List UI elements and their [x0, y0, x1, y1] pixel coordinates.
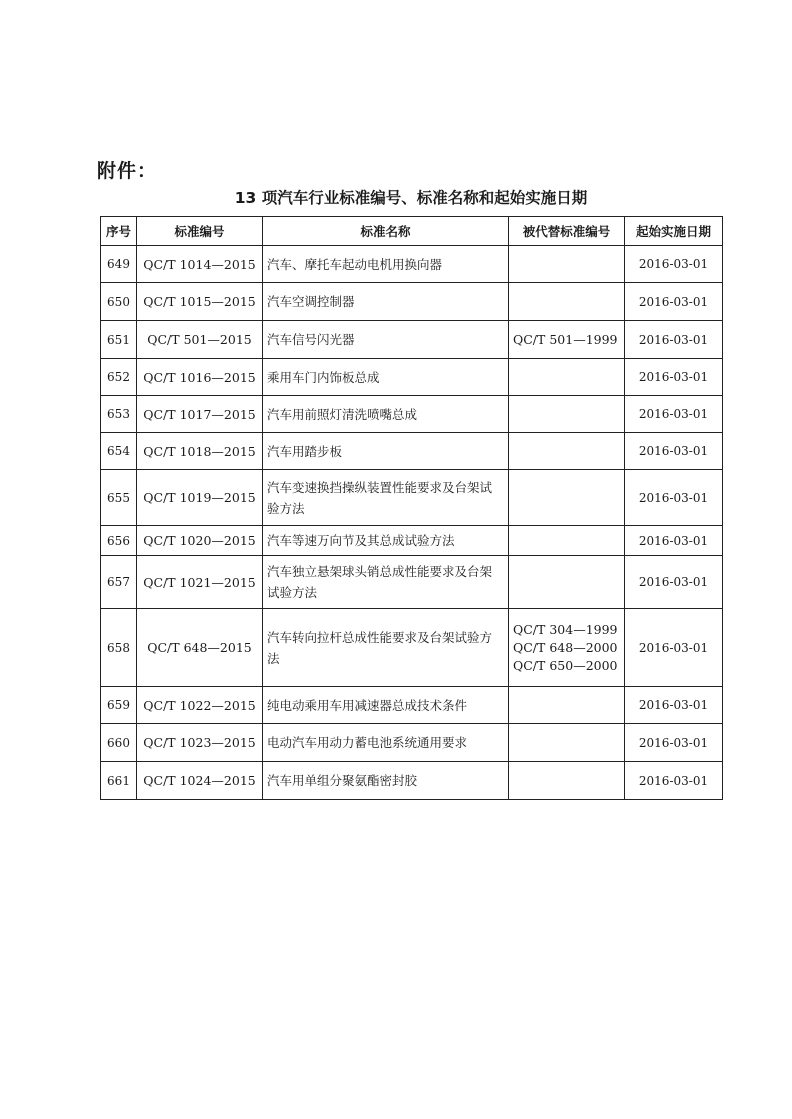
table-row [101, 246, 723, 283]
document-title: 13 项汽车行业标准编号、标准名称和起始实施日期 [234, 189, 588, 207]
replaced-code-cell [509, 321, 625, 359]
standard-name-cell: 汽车、摩托车起动电机用换向器 [263, 246, 509, 283]
start-date-cell: 2016-03-01 [625, 762, 723, 800]
serial-no-cell: 660 [101, 724, 137, 762]
serial-no-cell: 650 [101, 283, 137, 321]
standard-code-cell: QC/T 1020—2015 [137, 526, 263, 556]
replaced-code-cell [509, 246, 625, 283]
start-date-cell: 2016-03-01 [625, 556, 723, 609]
standard-code-cell: QC/T 1015—2015 [137, 283, 263, 321]
table-row [101, 321, 723, 359]
start-date-cell: 2016-03-01 [625, 687, 723, 724]
replaced-code-line: QC/T 648—2000 [513, 639, 618, 655]
serial-no-cell: 661 [101, 762, 137, 800]
standard-code-cell: QC/T 1023—2015 [137, 724, 263, 762]
serial-no-cell: 656 [101, 526, 137, 556]
standard-name-cell: 汽车用前照灯清洗喷嘴总成 [263, 396, 509, 433]
standard-code-cell: QC/T 1019—2015 [137, 470, 263, 526]
replaced-code-line: QC/T 650—2000 [513, 657, 618, 673]
standard-code-cell: QC/T 1017—2015 [137, 396, 263, 433]
serial-no-cell: 649 [101, 246, 137, 283]
start-date-cell: 2016-03-01 [625, 359, 723, 396]
replaced-code-cell [509, 359, 625, 396]
serial-no-cell: 653 [101, 396, 137, 433]
table-row [101, 687, 723, 724]
standard-code-cell: QC/T 1016—2015 [137, 359, 263, 396]
start-date-cell: 2016-03-01 [625, 609, 723, 687]
header-replaced-code: 被代替标准编号 [509, 217, 625, 246]
table-row [101, 433, 723, 470]
replaced-code-cell [509, 609, 625, 687]
replaced-code-cell [509, 470, 625, 526]
serial-no-cell: 655 [101, 470, 137, 526]
serial-no-cell: 657 [101, 556, 137, 609]
standards-table [100, 216, 723, 800]
standard-name-cell: 汽车用踏步板 [263, 433, 509, 470]
start-date-cell: 2016-03-01 [625, 396, 723, 433]
standard-name-cell: 乘用车门内饰板总成 [263, 359, 509, 396]
replaced-code-cell [509, 526, 625, 556]
standard-code-cell: QC/T 648—2015 [137, 609, 263, 687]
table-row [101, 724, 723, 762]
header-start-date: 起始实施日期 [625, 217, 723, 246]
header-standard-code: 标准编号 [137, 217, 263, 246]
standard-name-cell: 汽车空调控制器 [263, 283, 509, 321]
start-date-cell: 2016-03-01 [625, 283, 723, 321]
header-serial-no: 序号 [101, 217, 137, 246]
replaced-code-line: QC/T 501—1999 [513, 331, 618, 347]
replaced-code-cell [509, 724, 625, 762]
standard-name-cell: 电动汽车用动力蓄电池系统通用要求 [263, 724, 509, 762]
standard-name-cell: 纯电动乘用车用减速器总成技术条件 [263, 687, 509, 724]
start-date-cell: 2016-03-01 [625, 724, 723, 762]
standard-name-cell: 汽车变速换挡操纵装置性能要求及台架试验方法 [263, 470, 509, 526]
serial-no-cell: 652 [101, 359, 137, 396]
replaced-code-cell [509, 396, 625, 433]
standard-code-cell: QC/T 1018—2015 [137, 433, 263, 470]
standard-name-cell: 汽车信号闪光器 [263, 321, 509, 359]
replaced-code-cell [509, 283, 625, 321]
table-row [101, 609, 723, 687]
standard-code-cell: QC/T 501—2015 [137, 321, 263, 359]
serial-no-cell: 651 [101, 321, 137, 359]
replaced-code-cell [509, 433, 625, 470]
table-row [101, 470, 723, 526]
standard-code-cell: QC/T 1014—2015 [137, 246, 263, 283]
serial-no-cell: 659 [101, 687, 137, 724]
start-date-cell: 2016-03-01 [625, 433, 723, 470]
standard-code-cell: QC/T 1022—2015 [137, 687, 263, 724]
header-standard-name: 标准名称 [263, 217, 509, 246]
replaced-code-cell [509, 556, 625, 609]
start-date-cell: 2016-03-01 [625, 470, 723, 526]
table-row [101, 526, 723, 556]
table-row [101, 556, 723, 609]
start-date-cell: 2016-03-01 [625, 526, 723, 556]
start-date-cell: 2016-03-01 [625, 246, 723, 283]
standard-name-cell: 汽车独立悬架球头销总成性能要求及台架试验方法 [263, 556, 509, 609]
replaced-code-line: QC/T 304—1999 [513, 621, 618, 637]
table-body [101, 246, 723, 800]
start-date-cell: 2016-03-01 [625, 321, 723, 359]
table-header-row [101, 217, 723, 246]
standard-name-cell: 汽车等速万向节及其总成试验方法 [263, 526, 509, 556]
table-row [101, 359, 723, 396]
standard-name-cell: 汽车用单组分聚氨酯密封胶 [263, 762, 509, 800]
replaced-code-cell [509, 687, 625, 724]
table-row [101, 762, 723, 800]
serial-no-cell: 654 [101, 433, 137, 470]
standard-name-cell: 汽车转向拉杆总成性能要求及台架试验方法 [263, 609, 509, 687]
replaced-code-cell [509, 762, 625, 800]
table-row [101, 283, 723, 321]
serial-no-cell: 658 [101, 609, 137, 687]
standard-code-cell: QC/T 1021—2015 [137, 556, 263, 609]
table-row [101, 396, 723, 433]
attachment-label: 附件： [97, 160, 158, 182]
standard-code-cell: QC/T 1024—2015 [137, 762, 263, 800]
